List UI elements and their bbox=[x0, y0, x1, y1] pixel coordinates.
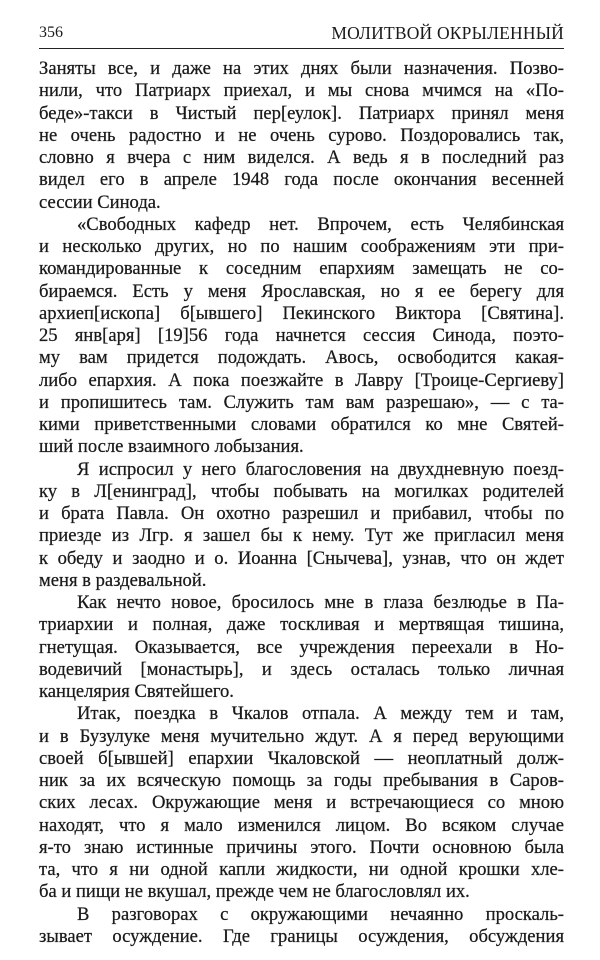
text-line: либо епархия. А пока поезжайте в Лавру [Троице-Сергиеву] bbox=[39, 369, 564, 391]
text-line: к обеду и заодно и о. Иоанна [Снычева], узнав, что он ждет bbox=[39, 547, 564, 569]
text-line: командированные к соседним епархиям замещать не со- bbox=[39, 258, 564, 280]
text-line: ку в Л[енинград], чтобы побывать на могилках родителей bbox=[39, 480, 564, 502]
text-line: В разговорах с окружающими нечаянно проскаль- bbox=[77, 903, 564, 925]
text-line: та, что я ни одной капли жидкости, ни одной крошки хле- bbox=[39, 859, 564, 880]
paragraph bbox=[39, 904, 564, 949]
text-line: зывает осуждение. Где границы осуждения, обсуждения bbox=[39, 925, 564, 947]
text-line: Как нечто новое, бросилось мне в глаза безлюдье в Па- bbox=[77, 592, 564, 613]
text-line: архиеп[ископа] б[ывшего] Пекинского Виктора [Святина]. bbox=[39, 302, 564, 324]
text-line: ший после взаимного лобызания. bbox=[39, 436, 304, 458]
text-line: приезде из Лгр. я зашел бы к нему. Тут же пригласил меня bbox=[39, 525, 564, 547]
text-line: триархии и полная, даже тоскливая и мертвящая тишина, bbox=[39, 614, 564, 636]
text-line: канцелярия Святейшего. bbox=[39, 681, 234, 702]
text-line: ба и пищи не вкушал, прежде чем не благословлял их. bbox=[39, 881, 470, 903]
text-line: ник за их всяческую помощь за годы пребывания в Саров- bbox=[39, 770, 564, 791]
text-line: 25 янв[аря] [19]56 года начнется сессия Синода, поэто- bbox=[39, 325, 564, 346]
text-line: словно я вчера с ним виделся. А ведь я в последний раз bbox=[39, 147, 564, 168]
running-title: МОЛИТВОЙ ОКРЫЛЕННЫЙ bbox=[331, 23, 564, 43]
text-line: сессии Синода. bbox=[39, 191, 161, 213]
text-line: гнетущая. Оказывается, все учреждения переехали в Но- bbox=[39, 636, 564, 658]
text-line: ских лесах. Окружающие меня и встречающиеся со мною bbox=[39, 792, 564, 814]
page-number: 356 bbox=[39, 24, 63, 41]
text-line: кими приветственными словами обратился ко мне Святей- bbox=[39, 414, 564, 435]
running-header bbox=[39, 22, 564, 49]
paragraph bbox=[39, 58, 564, 214]
text-line: видел его в апреле 1948 года после окончания весенней bbox=[39, 169, 564, 191]
text-line: беде»-такси в Чистый пер[еулок]. Патриарх принял меня bbox=[39, 102, 564, 124]
text-line: находят, что я мало изменился лицом. Во всяком случае bbox=[39, 814, 564, 836]
body-text bbox=[39, 58, 564, 948]
text-line: не очень радостно и не очень сурово. Поздоровались так, bbox=[39, 124, 564, 146]
text-line: и пропишитесь там. Служить там вам разрешаю», — с та- bbox=[39, 391, 564, 413]
text-line: му вам придется подождать. Авось, освободится какая- bbox=[39, 347, 564, 369]
paragraph bbox=[39, 592, 564, 703]
text-line: и брата Павла. Он охотно разрешил и прибавил, чтобы по bbox=[39, 503, 564, 524]
text-line: меня в раздевальной. bbox=[39, 569, 207, 591]
text-line: бираемся. Есть у меня Ярославская, но я ее берегу для bbox=[39, 280, 564, 302]
text-line: Заняты все, и даже на этих днях были назначения. Позво- bbox=[39, 58, 564, 79]
paragraph bbox=[39, 703, 564, 903]
text-line: водевичий [монастырь], и здесь осталась только личная bbox=[39, 658, 564, 680]
text-line: нили, что Патриарх приехал, и мы снова мчимся на «По- bbox=[39, 80, 564, 102]
paragraph bbox=[39, 459, 564, 593]
text-line: и несколько других, но по нашим соображениям эти при- bbox=[39, 236, 564, 257]
text-line: своей б[ывшей] епархии Чкаловской — неоплатный долж- bbox=[39, 747, 564, 769]
paragraph bbox=[39, 214, 564, 459]
text-line: Я испросил у него благословения на двухдневную поезд- bbox=[77, 458, 564, 480]
text-line: «Свободных кафедр нет. Впрочем, есть Челябинская bbox=[77, 213, 564, 235]
text-line: Итак, поездка в Чкалов отпала. А между тем и там, bbox=[77, 703, 564, 725]
text-line: и в Бузулуке меня мучительно ждут. А я перед верующими bbox=[39, 725, 564, 747]
text-line: я-то знаю истинные причины этого. Почти основною была bbox=[39, 836, 564, 858]
